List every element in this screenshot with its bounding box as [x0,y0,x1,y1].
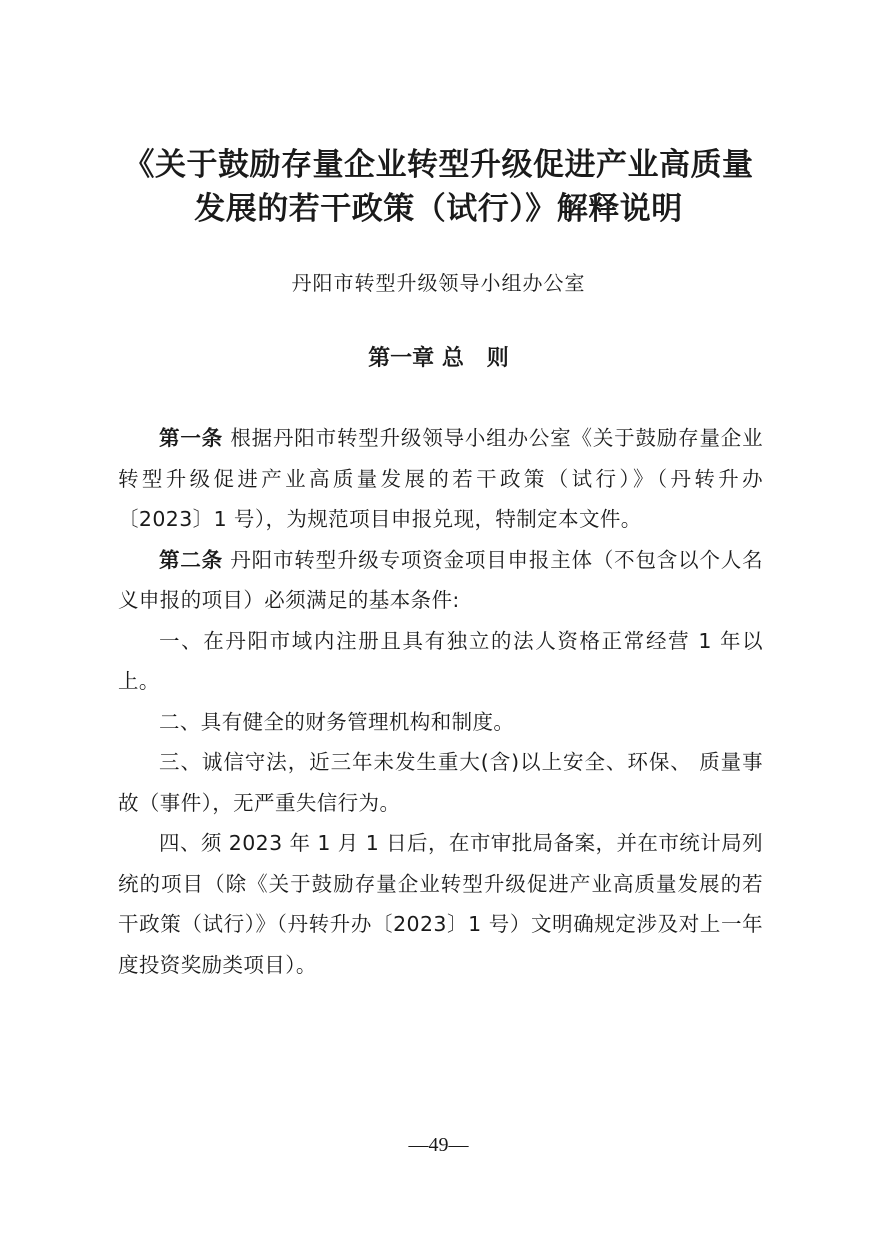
document-title-line-2: 发展的若干政策（试行）》解释说明 [194,191,683,227]
article-2-label: 第二条 [159,547,223,572]
document-title-line-1: 《关于鼓励存量企业转型升级促进产业高质量 [123,147,754,183]
condition-item: 三、诚信守法，近三年未发生重大(含)以上安全、环保、 质量事故（事件），无严重失信行为。 [118,750,763,815]
chapter-heading: 第一章 总 则 [368,346,509,371]
article-2-paragraph [118,540,763,621]
issuing-office: 丹阳市转型升级领导小组办公室 [291,271,586,295]
condition-item: 四、须 2023 年 1 月 1 日后，在市审批局备案，并在市统计局列统的项目（除《关于鼓励存量企业转型升级促进产业高质量发展的若干政策（试行）》（丹转升办〔2023〕1 号）文明确规定涉及对上一年度投资奖励类项目）。 [118,831,763,977]
condition-item: 二、具有健全的财务管理机构和制度。 [159,709,515,734]
article-1-label: 第一条 [159,426,223,450]
document-body [118,418,763,985]
article-2-text: 丹阳市转型升级专项资金项目申报主体（不包含以个人名义申报的项目）必须满足的基本条件: [118,547,764,612]
condition-item: 一、在丹阳市域内注册且具有独立的法人资格正常经营 1 年以上。 [118,628,763,693]
page-number: —49— [408,1134,469,1156]
article-1-paragraph [118,418,763,540]
article-1-text: 根据丹阳市转型升级领导小组办公室《关于鼓励存量企业转型升级促进产业高质量发展的若干政策（试行）》（丹转升办〔2023〕1 号），为规范项目申报兑现，特制定本文件。 [118,426,764,531]
